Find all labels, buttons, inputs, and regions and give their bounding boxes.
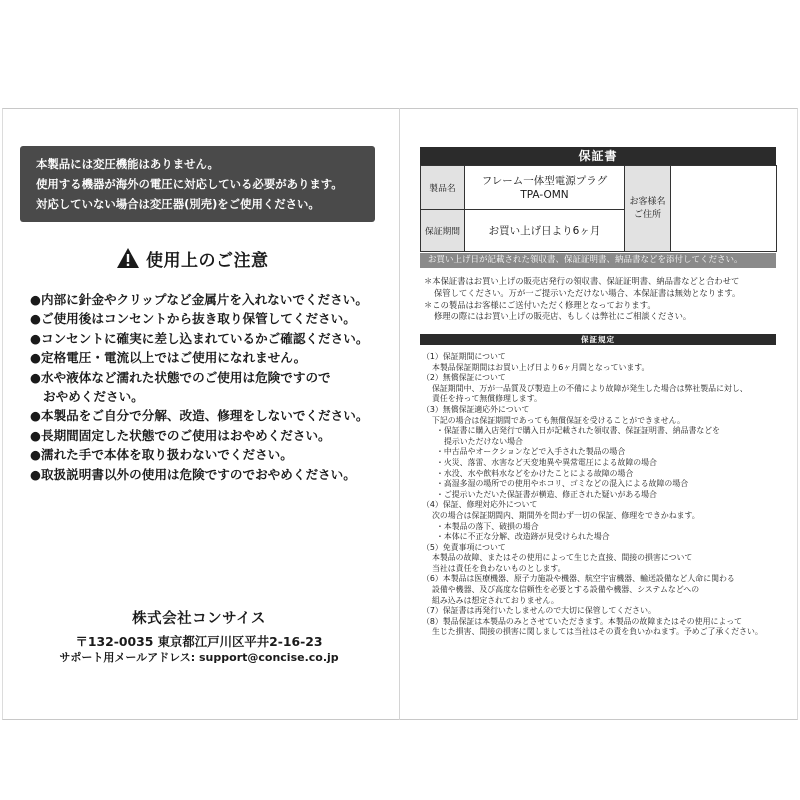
receipt-note: お買い上げ日が記載された領収書、保証証明書、納品書などを添付してください。 bbox=[420, 253, 776, 268]
terms-line: （2）無償保証について bbox=[422, 373, 506, 383]
terms-line: 次の場合は保証期間内、期間外を問わず一切の保証、修理をできかねます。 bbox=[432, 510, 700, 520]
product-cell bbox=[465, 166, 625, 210]
terms-line: 本製品保証期間はお買い上げ日より6ヶ月間となっています。 bbox=[432, 362, 650, 372]
terms-line: ・本製品の落下、破損の場合 bbox=[436, 521, 539, 531]
transformer-notice bbox=[20, 146, 375, 222]
caution-item: ●コンセントに確実に差し込まれているかご確認ください。 bbox=[30, 330, 369, 346]
notice-line: 本製品には変圧機能はありません。 bbox=[36, 157, 219, 171]
terms-line: 保証期間中、万が一品質及び製造上の不備により故障が発生した場合は弊社製品に対し、 bbox=[432, 383, 748, 393]
terms-line: ・ご提示いただいた保証書が横造、修正された疑いがある場合 bbox=[436, 489, 657, 499]
customer-field[interactable] bbox=[671, 166, 777, 252]
caution-item: ●本製品をご自分で分解、改造、修理をしないでください。 bbox=[30, 408, 369, 424]
product-label: 製品名 bbox=[421, 166, 465, 210]
product-name: フレーム一体型電源プラグ bbox=[481, 174, 608, 187]
note-line: 修理の際にはお買い上げの販売店、もしくは弊社にご相談ください。 bbox=[434, 311, 692, 322]
product-model: TPA-OMN bbox=[520, 188, 569, 201]
terms-line: 本製品の故障、またはその使用によって生じた直接、間接の損害について bbox=[432, 553, 693, 563]
note-line: ＊この製品はお客様にご送付いただく修理となっております。 bbox=[424, 299, 656, 310]
warranty-table bbox=[420, 165, 777, 252]
company-name: 株式会社コンサイス bbox=[132, 611, 266, 627]
caution-item: ●ご使用後はコンセントから抜き取り保管してください。 bbox=[30, 311, 356, 327]
terms-title: 保証規定 bbox=[420, 334, 776, 345]
caution-item: ●濡れた手で本体を取り扱わないでください。 bbox=[30, 447, 293, 463]
terms-line: （3）無償保証適応外について bbox=[422, 404, 530, 414]
company-address: 〒132-0035 東京都江戸川区平井2-16-23 bbox=[75, 634, 323, 649]
terms-line: （1）保証期間について bbox=[422, 352, 506, 361]
terms-line: （7）保証書は再発行いたしませんので大切に保管してください。 bbox=[422, 606, 656, 616]
warranty-terms bbox=[422, 352, 780, 638]
caution-title: 使用上のご注意 bbox=[146, 250, 269, 271]
period-label: 保証期間 bbox=[421, 210, 465, 252]
warning-triangle-icon bbox=[116, 247, 140, 269]
terms-line: （8）製品保証は本製品のみとさせていただきます。本製品の故障またはその使用によって bbox=[422, 616, 743, 626]
terms-line: ・水没、水や飲料水などをかけたことによる故障の場合 bbox=[436, 468, 634, 478]
terms-line: （5）免責事項について bbox=[422, 542, 506, 552]
terms-line: 下記の場合は保証期間であっても無償保証を受けることができません。 bbox=[432, 415, 685, 425]
terms-line: 責任を持って無償修理します。 bbox=[432, 394, 542, 404]
terms-line: ・保証書に購入店発行で購入日が記載された領収書、保証証明書、納品書などを bbox=[436, 426, 721, 436]
notice-line: 使用する機器が海外の電圧に対応している必要があります。 bbox=[36, 177, 343, 191]
support-email: サポート用メールアドレス: support@concise.co.jp bbox=[59, 651, 339, 664]
terms-line: 生じた損害、間接の損害に関しましては当社はその責を負いかねます。予めご了承ください。 bbox=[432, 627, 763, 637]
fold-line bbox=[399, 108, 400, 720]
terms-line: （4）保証、修理対応外について bbox=[422, 500, 538, 510]
customer-label: お客様名 ご住所 bbox=[625, 166, 671, 252]
terms-line: ・本体に不正な分解、改造跡が見受けられた場合 bbox=[436, 532, 610, 542]
terms-line: 当社は責任を負わないものとします。 bbox=[432, 563, 566, 573]
caution-item: ●長期間固定した状態でのご使用はおやめください。 bbox=[30, 427, 331, 443]
note-line: ＊本保証書はお買い上げの販売店発行の領収書、保証証明書、納品書などと合わせて bbox=[424, 276, 740, 286]
terms-line: 提示いただけない場合 bbox=[444, 436, 523, 446]
note-line: 保管してください。万が一ご提示いただけない場合、本保証書は無効となります。 bbox=[434, 287, 741, 298]
terms-line: ・火災、落雷、水害など天変地異や異常電圧による故障の場合 bbox=[436, 457, 657, 467]
notice-line: 対応していない場合は変圧器(別売)をご使用ください。 bbox=[36, 197, 320, 211]
caution-heading bbox=[116, 245, 269, 271]
caution-list bbox=[30, 290, 380, 484]
caution-item: ●水や液体など濡れた状態でのご使用は危険ですので おやめください。 bbox=[30, 369, 331, 405]
terms-line: ・中古品やオークションなどで入手された製品の場合 bbox=[436, 447, 626, 457]
caution-item: ●取扱説明書以外の使用は危険ですのでおやめください。 bbox=[30, 466, 356, 482]
period-value: お買い上げ日より6ヶ月 bbox=[465, 210, 625, 252]
caution-item: ●内部に針金やクリップなど金属片を入れないでください。 bbox=[30, 292, 368, 307]
terms-line: （6）本製品は医療機器、原子力施設や機器、航空宇宙機器、輸送設備など人命に関わる bbox=[422, 574, 735, 584]
warranty-notes bbox=[424, 276, 780, 323]
caution-item: ●定格電圧・電流以上ではご使用になれません。 bbox=[30, 350, 307, 366]
warranty-title: 保証書 bbox=[420, 147, 776, 165]
terms-line: ・高湿多湿の場所での使用やホコリ、ゴミなどの混入による故障の場合 bbox=[436, 479, 689, 489]
company-info bbox=[0, 609, 398, 665]
terms-line: 組み込みは想定されておりません。 bbox=[432, 595, 559, 605]
terms-line: 設備や機器、及び高度な信頼性を必要とする設備や機器、システムなどへの bbox=[432, 585, 700, 595]
